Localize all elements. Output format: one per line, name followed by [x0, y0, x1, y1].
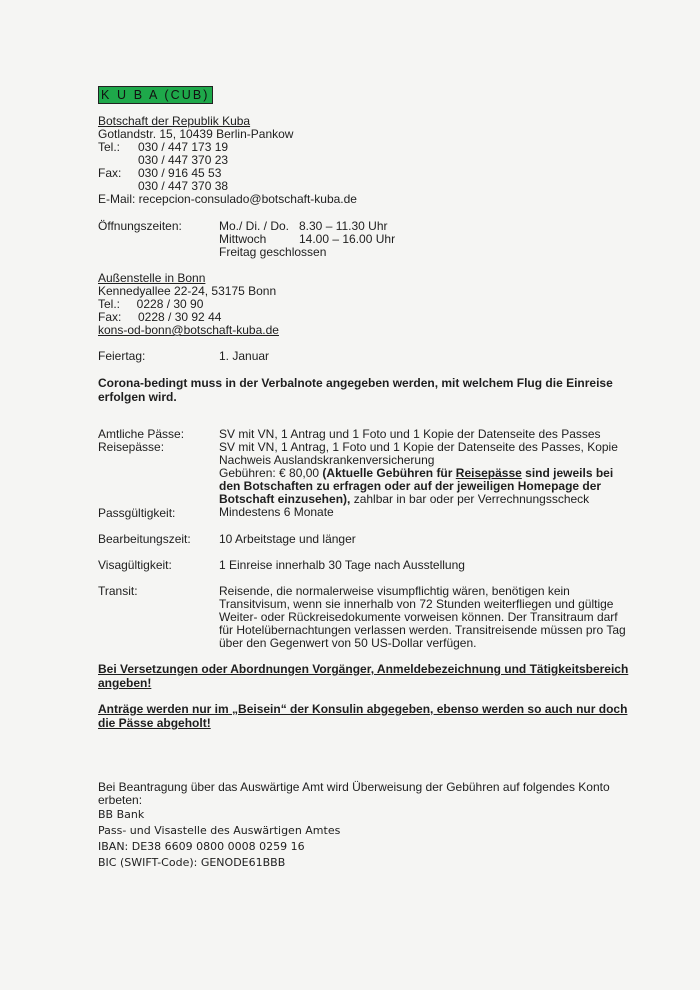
bonn-title: Außenstelle in Bonn [98, 271, 206, 285]
fee-line-3-bold: Botschaft einzusehen), [219, 492, 351, 506]
consul-line-2: die Pässe abgeholt! [98, 716, 211, 730]
travel-passports-label: Reisepässe: [98, 440, 165, 454]
hours-row1-time: 8.30 – 11.30 Uhr [299, 219, 388, 233]
payment-block [98, 781, 610, 871]
transit-label: Transit: [98, 584, 138, 598]
transfers-notice [98, 662, 628, 690]
official-passports-text: SV mit VN, 1 Antrag und 1 Foto und 1 Kopie der Datenseite des Passes [219, 427, 601, 441]
processing-label: Bearbeitungszeit: [98, 532, 191, 546]
hours-label: Öffnungszeiten: [98, 219, 182, 233]
corona-notice [98, 376, 613, 404]
fee-bold-1: (Aktuelle Gebühren für [322, 466, 456, 480]
consul-notice [98, 702, 627, 730]
payment-recipient: Pass- und Visastelle des Auswärtigen Amtes [98, 824, 341, 837]
corona-line-2: erfolgen wird. [98, 390, 177, 404]
bonn-tel: Tel.: 0228 / 30 90 [98, 297, 204, 311]
payment-bic: BIC (SWIFT-Code): GENODE61BBB [98, 856, 286, 869]
consul-line-1: Anträge werden nur im „Beisein“ der Konsulin abgegeben, ebenso werden so auch nur doch [98, 702, 628, 716]
hours-row3: Freitag geschlossen [219, 245, 327, 259]
fee-bold-2: sind jeweils bei [521, 466, 614, 480]
tel-label: Tel.: [98, 140, 121, 154]
country-header: K U B A (CUB) [98, 86, 213, 104]
hours-row2-time: 14.00 – 16.00 Uhr [299, 232, 396, 246]
passports-requirements [219, 428, 618, 506]
fee-line-3-rest: zahlbar in bar oder per Verrechnungsscheck [350, 492, 590, 506]
payment-line-2: erbeten: [98, 793, 143, 807]
fax-number-2: 030 / 447 370 38 [138, 179, 229, 193]
holiday-label: Feiertag: [98, 349, 146, 363]
payment-iban: IBAN: DE38 6609 0800 0008 0259 16 [98, 840, 305, 853]
transit-line: Weiter- oder Rückreisedokumente vorweisen können. Der Transitraum darf [219, 610, 618, 624]
tel-number-1: 030 / 447 173 19 [138, 140, 229, 154]
visa-validity-label: Visagültigkeit: [98, 558, 172, 572]
hours-block [219, 220, 395, 259]
corona-line-1: Corona-bedingt muss in der Verbalnote angegeben werden, mit welchem Flug die Einreise [98, 376, 613, 390]
transit-line: für Hotelübernachtungen verlassen werden. Transitreisende müssen pro Tag [219, 623, 626, 637]
bonn-email: kons-od-bonn@botschaft-kuba.de [98, 323, 279, 337]
holiday-value: 1. Januar [219, 349, 270, 363]
fax-number-1: 030 / 916 45 53 [138, 166, 222, 180]
travel-passports-line-1: SV mit VN, 1 Antrag, 1 Foto und 1 Kopie der Datenseite des Passes, Kopie [219, 440, 618, 454]
travel-passports-line-2: Nachweis Auslandskrankenversicherung [219, 453, 435, 467]
official-passports-label: Amtliche Pässe: [98, 427, 185, 441]
fee-line-2: den Botschaften zu erfragen oder auf der jeweiligen Homepage der [219, 479, 602, 493]
transit-text [219, 585, 626, 650]
validity-label: Passgültigkeit: [98, 506, 176, 520]
transit-line: Transitvisum, wenn sie innerhalb von 72 Stunden weiterfliegen und gültige [219, 597, 614, 611]
transfers-line-1: Bei Versetzungen oder Abordnungen Vorgänger, Anmeldebezeichnung und Tätigkeitsbereich [98, 662, 629, 676]
bonn-fax: Fax: 0228 / 30 92 44 [98, 310, 222, 324]
bonn-address: Kennedyallee 22-24, 53175 Bonn [98, 284, 277, 298]
bonn-branch-block [98, 272, 279, 337]
fee-prefix: Gebühren: € 80,00 [219, 466, 323, 480]
visa-validity-value: 1 Einreise innerhalb 30 Tage nach Ausstellung [219, 558, 465, 572]
embassy-address: Gotlandstr. 15, 10439 Berlin-Pankow [98, 127, 294, 141]
fax-label: Fax: [98, 166, 122, 180]
embassy-email: E-Mail: recepcion-consulado@botschaft-kuba.de [98, 192, 357, 206]
embassy-name: Botschaft der Republik Kuba [98, 114, 251, 128]
validity-value: Mindestens 6 Monate [219, 505, 334, 519]
embassy-address-block [98, 115, 357, 206]
hours-row1-days: Mo./ Di. / Do. [219, 219, 290, 233]
transit-line: über den Gegenwert von 50 US-Dollar verfügen. [219, 636, 477, 650]
hours-row2-days: Mittwoch [219, 232, 267, 246]
transit-line: Reisende, die normalerweise visumpflichtig wären, benötigen kein [219, 584, 570, 598]
tel-number-2: 030 / 447 370 23 [138, 153, 229, 167]
payment-line-1: Bei Beantragung über das Auswärtige Amt wird Überweisung der Gebühren auf folgendes Konto [98, 780, 610, 794]
payment-bank: BB Bank [98, 808, 145, 821]
fee-bold-underlined: Reisepässe [455, 466, 522, 480]
transfers-line-2: angeben! [98, 676, 152, 690]
processing-value: 10 Arbeitstage und länger [219, 532, 356, 546]
